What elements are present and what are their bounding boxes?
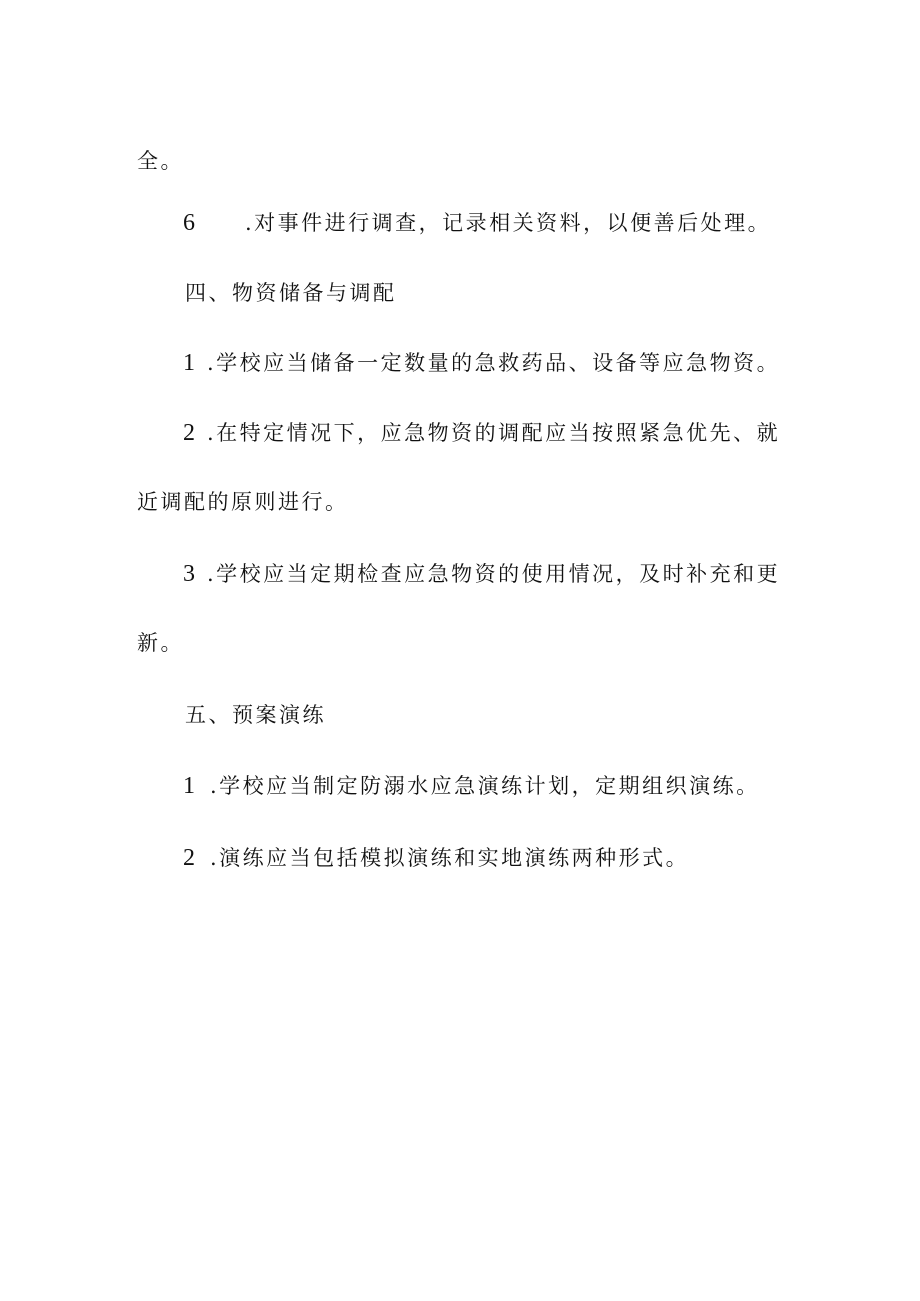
section-heading-text: 五、预案演练 xyxy=(185,703,326,727)
item-text: .对事件进行调查，记录相关资料，以便善后处理。 xyxy=(245,211,772,235)
list-item xyxy=(183,843,689,873)
paragraph-text: 全。 xyxy=(137,149,184,173)
item-text: 近调配的原则进行。 xyxy=(137,490,349,514)
section-heading-text: 四、物资储备与调配 xyxy=(185,281,397,305)
item-number: 3 xyxy=(183,561,195,587)
list-item xyxy=(183,208,771,238)
item-text: .学校应当储备一定数量的急救药品、设备等应急物资。 xyxy=(207,351,781,375)
list-item-continuation xyxy=(137,628,184,658)
list-item xyxy=(183,771,760,801)
item-text: .在特定情况下，应急物资的调配应当按照紧急优先、就 xyxy=(207,421,781,445)
item-text: .学校应当定期检查应急物资的使用情况，及时补充和更 xyxy=(207,562,781,586)
paragraph-continuation xyxy=(137,146,184,176)
section-heading xyxy=(185,700,326,730)
list-item xyxy=(183,559,780,589)
section-heading xyxy=(185,278,397,308)
item-number: 2 xyxy=(183,420,195,446)
item-number: 1 xyxy=(183,350,195,376)
item-number: 2 xyxy=(183,845,195,871)
item-number: 6 xyxy=(183,210,195,236)
list-item-continuation xyxy=(137,487,349,517)
list-item xyxy=(183,348,780,378)
item-text: .演练应当包括模拟演练和实地演练两种形式。 xyxy=(210,846,690,870)
item-text: 新。 xyxy=(137,631,184,655)
item-text: .学校应当制定防溺水应急演练计划，定期组织演练。 xyxy=(210,774,760,798)
list-item xyxy=(183,418,780,448)
item-number: 1 xyxy=(183,773,195,799)
